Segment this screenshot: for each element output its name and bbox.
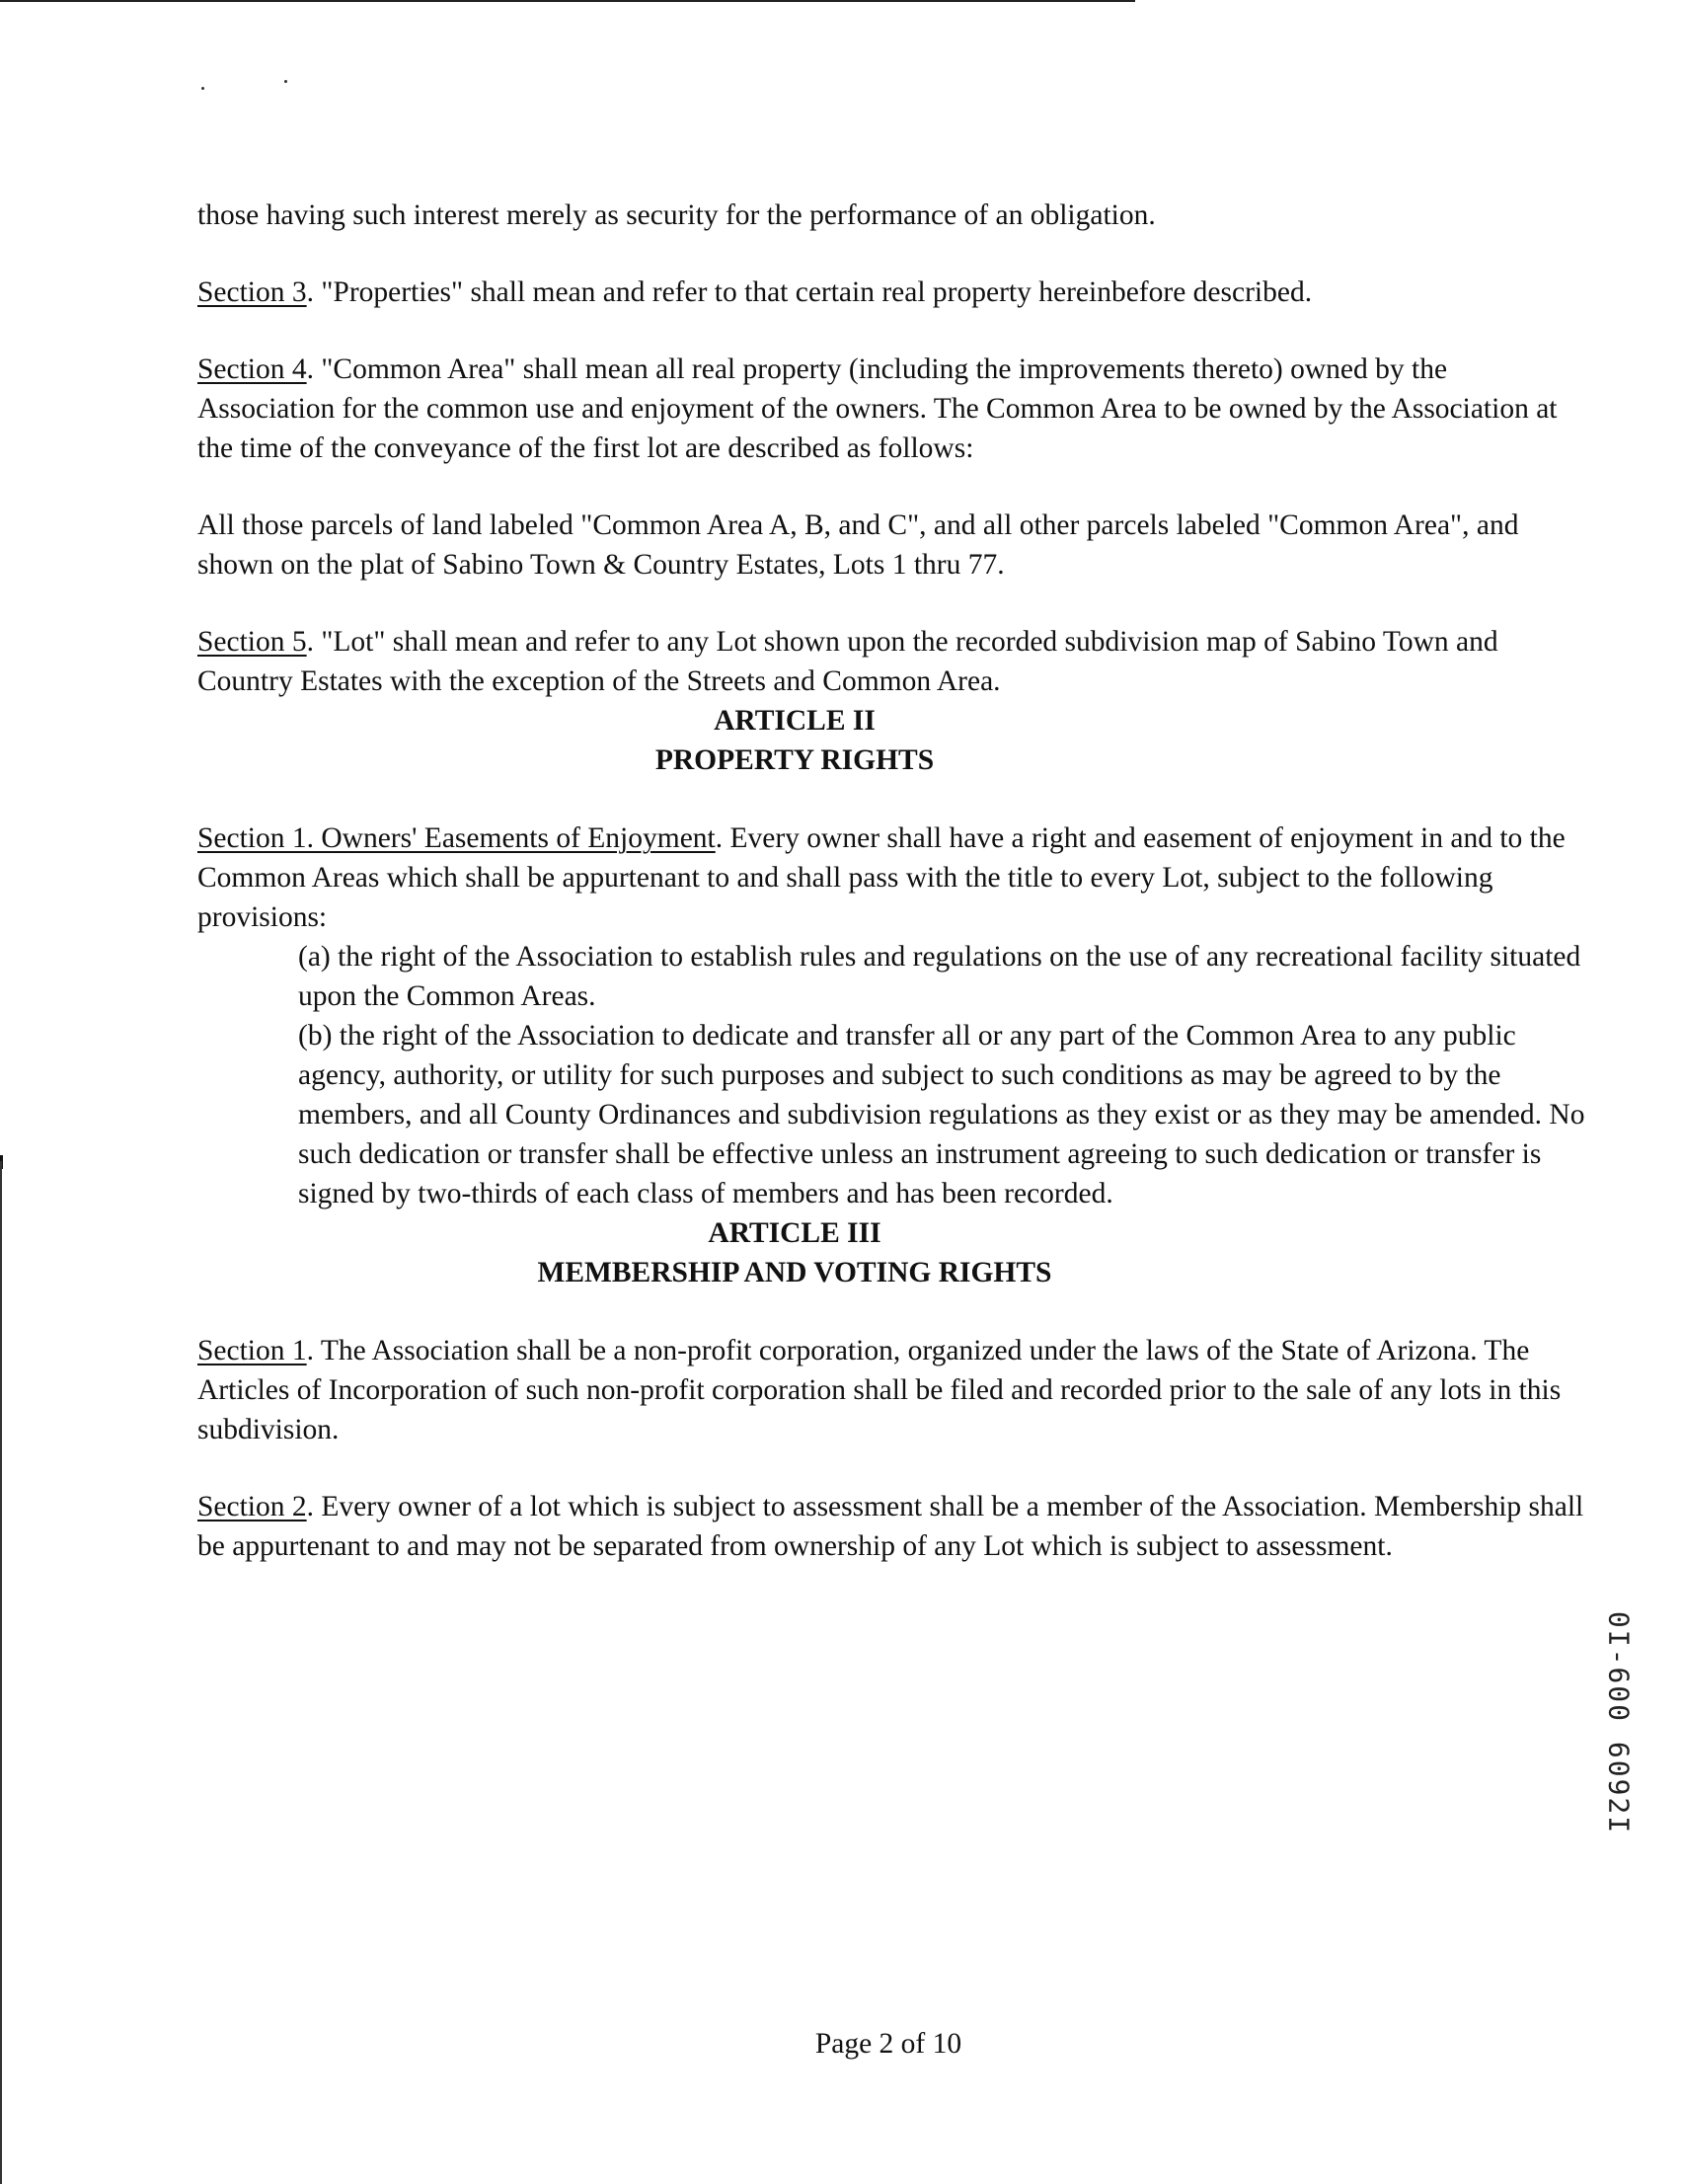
document-body xyxy=(197,195,1589,1566)
recording-stamp xyxy=(1599,1585,1639,1861)
section-label: Section 4 xyxy=(197,353,307,385)
continuation-paragraph: those having such interest merely as security for the performance of an obligation. xyxy=(197,199,1156,231)
article3-section2 xyxy=(197,1487,1589,1566)
section-label: Section 2 xyxy=(197,1491,307,1522)
recording-stamp-text: 0I-600 6092I xyxy=(1602,1610,1636,1835)
page-number: Page 2 of 10 xyxy=(814,2028,962,2060)
scan-border-top xyxy=(0,0,1135,2)
article1-section5 xyxy=(197,622,1589,701)
article2-section1 xyxy=(197,819,1589,937)
provision-a: (a) the right of the Association to establish rules and regulations on the use of any recreational facility situated upon the Common Areas. xyxy=(298,941,1581,1012)
section-label: Section 5 xyxy=(197,626,307,658)
provision-b: (b) the right of the Association to dedicate and transfer all or any part of the Common Area to any public agency, authority, or utility for such purposes and subject to such conditions as may be agreed to by the members, and all County Ordinances and subdivision regulations as they exist or as they may be amended. No such dedication or transfer shall be effective unless an instrument agreeing to such dedication or transfer is signed by two-thirds of each class of members and has been recorded. xyxy=(298,1020,1585,1209)
section-label: Section 1. Owners' Easements of Enjoyment xyxy=(197,822,716,854)
section-text: . "Properties" shall mean and refer to that certain real property hereinbefore described. xyxy=(306,276,1313,308)
section-text: . "Common Area" shall mean all real property (including the improvements thereto) owned by the Association for the common use and enjoyment of the owners. The Common Area to be owned by the Association at the time of the conveyance of the first lot are described as follows: xyxy=(197,353,1558,464)
article3-heading: ARTICLE III xyxy=(708,1217,881,1249)
article3-subheading: MEMBERSHIP AND VOTING RIGHTS xyxy=(537,1257,1052,1288)
common-area-parcels-paragraph: All those parcels of land labeled "Common Area A, B, and C", and all other parcels labeled "Common Area", and shown on the plat of Sabino Town & Country Estates, Lots 1 thru 77. xyxy=(197,509,1519,581)
article1-section4 xyxy=(197,350,1589,468)
section-text: . Every owner shall have a right and easement of enjoyment in and to the Common Areas which shall be appurtenant to and shall pass with the title to every Lot, subject to the following provisions: xyxy=(197,822,1566,933)
article2-subheading: PROPERTY RIGHTS xyxy=(654,744,935,776)
section-text: . Every owner of a lot which is subject to assessment shall be a member of the Association. Membership shall be appurtenant to and may not be separated from ownership of any Lot which is subject to assessment. xyxy=(197,1491,1584,1562)
article1-section3 xyxy=(197,273,1589,312)
scan-speck xyxy=(284,80,287,83)
section-text: . The Association shall be a non-profit corporation, organized under the laws of the State of Arizona. The Articles of Incorporation of such non-profit corporation shall be filed and recorded prior to the sale of any lots in this subdivision. xyxy=(197,1335,1562,1445)
section-label: Section 3 xyxy=(197,276,307,308)
scan-speck xyxy=(201,87,204,90)
section-text: . "Lot" shall mean and refer to any Lot shown upon the recorded subdivision map of Sabino Town and Country Estates with the exception of the Streets and Common Area. xyxy=(197,626,1498,697)
article3-section1 xyxy=(197,1331,1589,1449)
article2-heading: ARTICLE II xyxy=(714,705,876,737)
section-label: Section 1 xyxy=(197,1335,307,1366)
